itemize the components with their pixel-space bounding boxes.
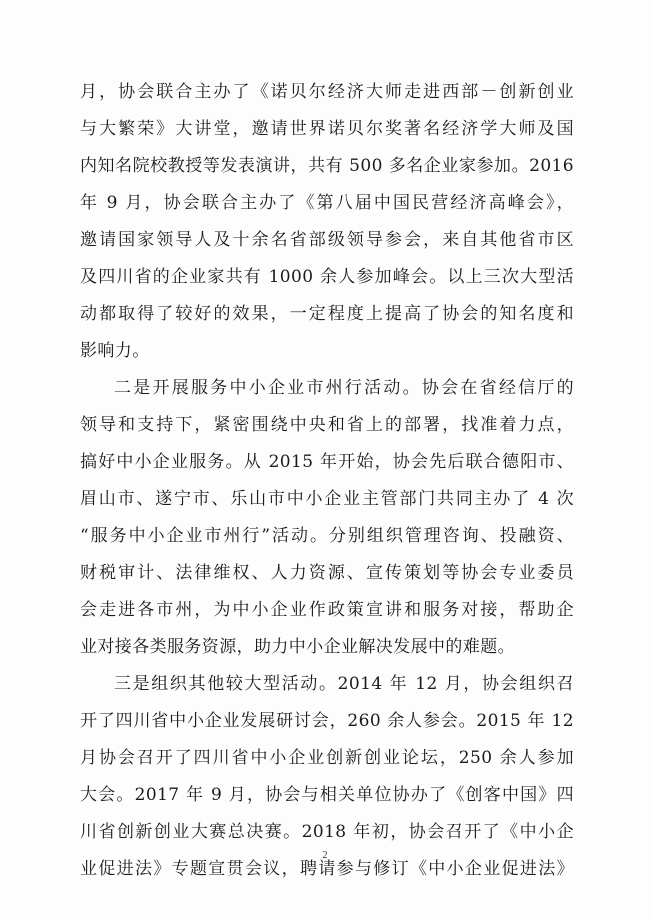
text-line: 川省创新创业大赛总决赛。2018 年初，协会召开了《中小企 (80, 822, 574, 842)
text-line: 及四川省的企业家共有 1000 余人参加峰会。以上三次大型活 (80, 267, 574, 287)
text-line: 业促进法》专题宣贯会议，聘请参与修订《中小企业促进法》 (80, 859, 574, 879)
text-line: 开了四川省中小企业发展研讨会，260 余人参会。2015 年 12 (80, 711, 574, 731)
text-line: “服务中小企业市州行”活动。分别组织管理咨询、投融资、 (80, 526, 574, 546)
text-line: 与大繁荣》大讲堂，邀请世界诺贝尔奖著名经济学大师及国 (80, 119, 574, 139)
text-line: 月协会召开了四川省中小企业创新创业论坛，250 余人参加 (80, 748, 574, 768)
text-line: 内知名院校教授等发表演讲，共有 500 多名企业家参加。2016 (80, 156, 574, 176)
text-line: 动都取得了较好的效果，一定程度上提高了协会的知名度和 (80, 304, 574, 324)
text-line: 月，协会联合主办了《诺贝尔经济大师走进西部－创新创业 (80, 82, 574, 102)
text-line: 会走进各市州，为中小企业作政策宣讲和服务对接，帮助企 (80, 600, 574, 620)
page-number: 2 (322, 850, 328, 861)
text-line: 财税审计、法律维权、人力资源、宣传策划等协会专业委员 (80, 563, 574, 583)
paragraph-start-line: 三是组织其他较大型活动。2014 年 12 月，协会组织召 (114, 674, 574, 694)
text-line: 业对接各类服务资源，助力中小企业解决发展中的难题。 (80, 637, 515, 657)
paragraph-start-line: 二是开展服务中小企业市州行活动。协会在省经信厅的 (114, 378, 574, 398)
text-line: 邀请国家领导人及十余名省部级领导参会，来自其他省市区 (80, 230, 574, 250)
text-line: 领导和支持下，紧密围绕中央和省上的部署，找准着力点， (80, 415, 574, 435)
text-line: 大会。2017 年 9 月，协会与相关单位协办了《创客中国》四 (80, 785, 574, 805)
text-line: 搞好中小企业服务。从 2015 年开始，协会先后联合德阳市、 (80, 452, 574, 472)
text-line: 影响力。 (80, 341, 150, 361)
body-text (80, 74, 574, 888)
text-line: 年 9 月，协会联合主办了《第八届中国民营经济高峰会》， (80, 193, 574, 213)
text-line: 眉山市、遂宁市、乐山市中小企业主管部门共同主办了 4 次 (80, 489, 574, 509)
